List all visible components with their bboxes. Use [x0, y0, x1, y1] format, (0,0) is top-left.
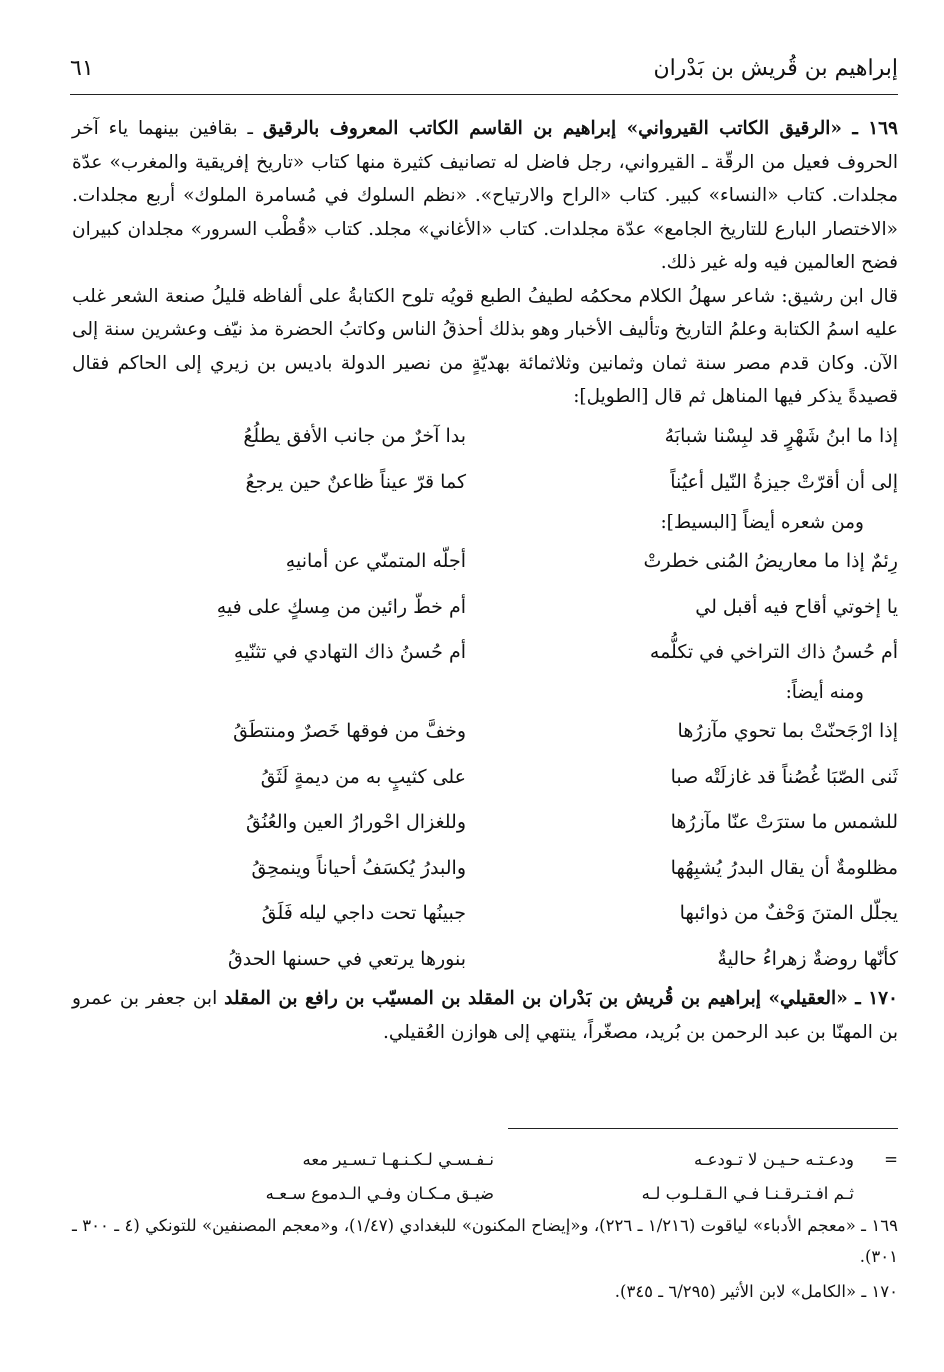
- continuation-mark: =: [884, 1149, 898, 1169]
- verse: [72, 846, 898, 892]
- first-hemistich: يا إخوتي أقاح فيه أقبل لي: [695, 595, 898, 618]
- first-hemistich: ثـم افـتـرقـنـا فـي الـقـلـوب لـه: [641, 1183, 854, 1203]
- first-hemistich: ثَنى الصّبَا غُصُناً قد غازلَتْه صبا: [670, 765, 898, 788]
- first-hemistich: للشمس ما سترَتْ عنّا مآزرُها: [670, 811, 898, 833]
- footnote-170: ١٧٠ ـ «الكامل» لابن الأثير (٦/٢٩٥ ـ ٣٤٥).: [614, 1282, 898, 1301]
- first-hemistich: إذا ما ابنُ شَهْرٍ قد لبِسْنا شبابَهُ: [664, 424, 898, 447]
- first-hemistich: يجلّل المتنَ وَحْفٌ من ذوائبها: [679, 902, 898, 924]
- verse: [72, 630, 898, 676]
- header-divider: [70, 94, 898, 95]
- footnote-divider: [508, 1128, 898, 1129]
- second-hemistich: على كثيبٍ به من ديمةٍ لَثَقُ: [260, 765, 466, 788]
- poem-3: [72, 709, 898, 982]
- verse: [72, 891, 898, 937]
- entry-169-quote: قال ابن رشيق: شاعر سهلُ الكلام محكمُه لطيفُ الطبع قويُه تلوح الكتابةُ على ألفاظه قليلُ صنعة الشعر غلب عليه اسمُ الكتابة وعلمُ التاريخ وتأليف الأخبار وهو بذلك أحذقُ الناس وكاتبُ الحضرة مذ نيّف وعشرين سنة إلى الآن. وكان قدم مصر سنة ثمان وثمانين وثلاثمائة بهديّةٍ من نصير الدولة باديس بن زيري إلى الحاكم فقال قصيدةً يذكر فيها المناهل ثم قال [الطويل]:: [72, 285, 898, 407]
- first-hemistich: ودعـتـه حـيـن لا تـودعـه: [693, 1149, 854, 1169]
- first-hemistich: رِئمٌ إذا ما معاريضُ المُنى خطرتْ: [643, 550, 898, 572]
- page-header: [70, 52, 898, 88]
- entry-170: [72, 982, 898, 1049]
- poem-intro-3: ومنه أيضاً:: [785, 681, 864, 703]
- poem-basit: [72, 539, 898, 676]
- verse: [72, 709, 898, 755]
- verse: [72, 539, 898, 585]
- verse: [72, 585, 898, 631]
- second-hemistich: نـفـسـي لـكـنـهـا تـسـير معه: [302, 1149, 494, 1169]
- entry-169: [72, 112, 898, 280]
- footnote-169: ١٦٩ ـ «معجم الأدباء» لياقوت (١/٢١٦ ـ ٢٢٦)، و«إيضاح المكنون» للبغدادي (١/٤٧)، و«معجم المصنفين» للتونكي (٤ ـ ٣٠٠ ـ ٣٠١).: [72, 1216, 899, 1266]
- page-number: ٦١: [70, 56, 94, 81]
- second-hemistich: أم خطّ رائين من مِسكٍ على فيهِ: [216, 595, 466, 618]
- verse: [72, 937, 898, 983]
- second-hemistich: أجلّه المتمنّي عن أمانيهِ: [285, 550, 466, 572]
- second-hemistich: والبدرُ يُكسَفُ أحياناً وينمحِقُ: [251, 856, 466, 879]
- footnote-verse: [72, 1142, 898, 1176]
- footnotes: [72, 1142, 898, 1307]
- first-hemistich: إذا ارْجَحنّتْ بما تحوي مآزرُها: [677, 720, 898, 742]
- first-hemistich: إلى أن أقرّتْ جيزةُ النّيل أعيُناً: [670, 470, 898, 493]
- poem-tawil: [72, 414, 898, 506]
- entry-169-heading: ١٦٩ ـ «الرقيق الكاتب القيرواني» إبراهيم بن القاسم الكاتب المعروف بالرقيق: [262, 118, 898, 139]
- second-hemistich: بدا آخرٌ من جانب الأفق يطلُعُ: [243, 424, 466, 447]
- entry-170-heading: ١٧٠ ـ «العقيلي» إبراهيم بن قُريش بن بَدْران بن المقلد بن المسيّب بن رافع بن المقلد: [224, 988, 898, 1009]
- second-hemistich: كما قرّ عيناً ظاعنٌ حين يرجعُ: [245, 470, 466, 493]
- poem-intro-basit: ومن شعره أيضاً [البسيط]:: [660, 511, 864, 533]
- second-hemistich: وللغزال احْورارُ العين والعُنُقُ: [246, 811, 466, 833]
- verse: [72, 460, 898, 506]
- verse: [72, 755, 898, 801]
- second-hemistich: جبينُها تحت داجي ليله فَلَقُ: [261, 902, 466, 924]
- second-hemistich: وخفَّ من فوقها خَصرٌ ومنتطَقُ: [233, 720, 466, 742]
- verse: [72, 800, 898, 846]
- first-hemistich: مظلومةٌ أن يقال البدرُ يُشبِهُها: [670, 856, 898, 879]
- entry-169-text: ـ بقافين بينهما ياء آخر الحروف فعيل من الرقّة ـ القيرواني، رجل فاضل له تصانيف كثيرة منها كتاب «تاريخ إفريقية والمغرب» عدّة مجلدات. كتاب «النساء» كبير. كتاب «الراح والارتياح». «نظم السلوك في مُسامرة الملوك» أربع مجلدات. «الاختصار البارع للتاريخ الجامع» عدّة مجلدات. كتاب «الأغاني» مجلد. كتاب «قُطْب السرور» مجلدان كبيران فضح العالمين فيه وله غير ذلك.: [72, 118, 898, 273]
- footnote-verse: [72, 1176, 898, 1210]
- second-hemistich: ضيـق مـكـان وفـي الـدموع سـعـه: [265, 1183, 494, 1203]
- second-hemistich: أم حُسنُ ذاك التهادي في تثنّيهِ: [233, 641, 466, 663]
- verse: [72, 414, 898, 460]
- entry-170-text: ابن جعفر بن عمرو بن المهنّا بن عبد الرحمن بن بُريد، مصغّراً، ينتهي إلى هوازن العُقيلي.: [72, 988, 898, 1043]
- main-text: [72, 112, 898, 1049]
- second-hemistich: بنورها يرتعي في حسنها الحدقُ: [228, 947, 466, 970]
- first-hemistich: كأنّها روضةٌ زهراءُ حاليةٌ: [717, 947, 898, 970]
- first-hemistich: أم حُسنُ ذاك التراخي في تكلُّمه: [649, 641, 898, 663]
- running-title: إبراهيم بن قُريش بن بَدْران: [653, 56, 898, 81]
